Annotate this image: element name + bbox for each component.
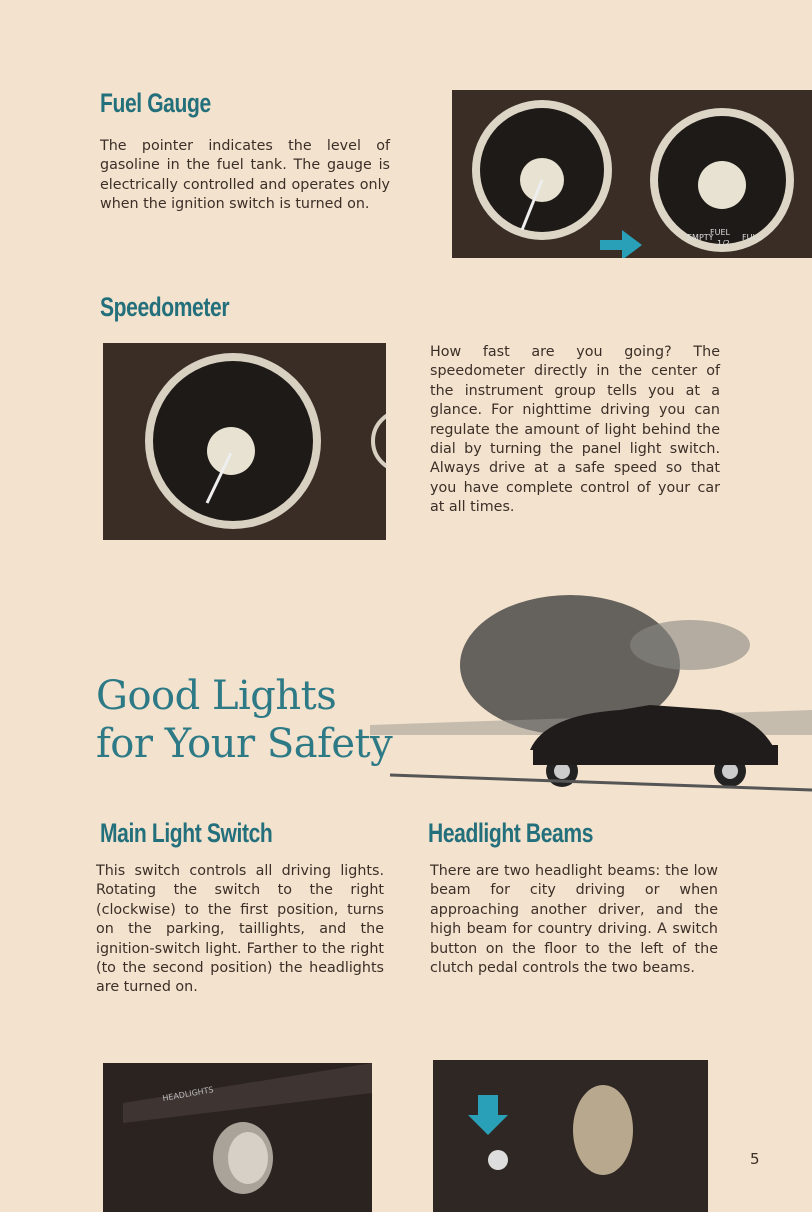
section-title-line1: Good Lights — [96, 673, 337, 719]
speedometer-heading: Speedometer — [100, 292, 230, 322]
page-number: 5 — [750, 1150, 760, 1168]
car-illustration — [370, 575, 812, 800]
arrow-down-icon — [468, 1095, 508, 1135]
fuel-gauge-heading: Fuel Gauge — [100, 88, 211, 118]
light-switch-photo — [103, 1063, 372, 1212]
section-title-line2: for Your Safety — [96, 721, 393, 767]
main-light-switch-heading: Main Light Switch — [100, 818, 273, 848]
empty-label: EMPTY — [687, 233, 714, 242]
section-title — [96, 672, 392, 768]
half-label: 1/2 — [717, 239, 730, 248]
speedometer-text: How fast are you going? The speedometer directly in the center of the instrument group tells you at a glance. For nighttime driving you can regulate the amount of light behind the dial by turning the panel light switch. Always drive at a safe speed so that you have complete control of your car at all times. — [430, 344, 720, 516]
dimmer-switch-photo — [433, 1060, 708, 1212]
arrow-icon — [600, 230, 642, 258]
fuel-label: FUEL — [710, 228, 730, 237]
fuel-gauge-text: The pointer indicates the level of gasoline in the fuel tank. The gauge is electrically controlled and operates only when the ignition switch is turned on. — [100, 138, 390, 213]
full-label: FULL — [742, 233, 762, 242]
headlight-beams-text: There are two headlight beams: the low beam for city driving or when approaching another driver, and the high beam for country driving. A switch button on the floor to the left of the clutch pedal controls the two beams. — [430, 863, 718, 977]
fuel-gauge-photo — [452, 90, 812, 258]
main-light-switch-text: This switch controls all driving lights. Rotating the switch to the right (clockwise) to the first position, turns on the parking, taillights, and the ignition-switch light. Farther to the right (to the second position) the headlights are turned on. — [96, 863, 384, 996]
headlights-label: HEADLIGHTS — [161, 1085, 215, 1103]
headlight-beams-heading: Headlight Beams — [428, 818, 594, 848]
speedometer-photo — [103, 343, 386, 540]
